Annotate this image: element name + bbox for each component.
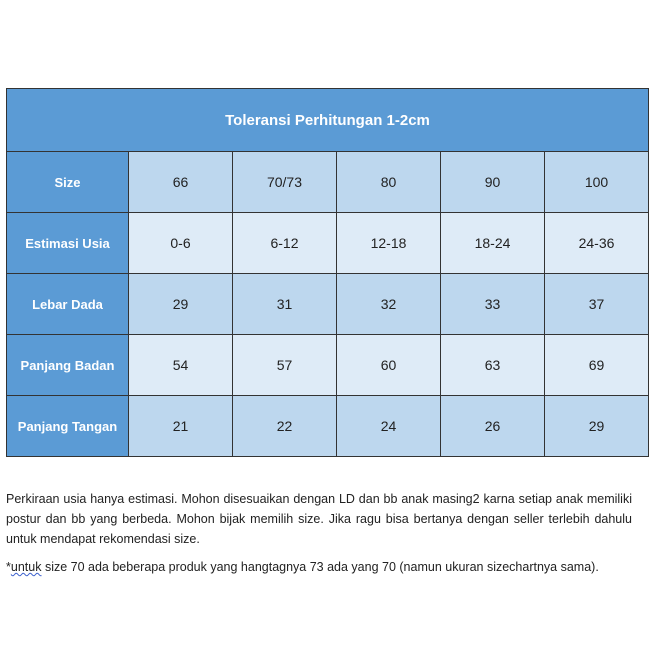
note-asterisk: * <box>6 560 11 574</box>
size-chart-table <box>6 88 649 457</box>
row-label-estimasi-usia: Estimasi Usia <box>7 213 129 274</box>
chest-width-cell: 32 <box>337 274 441 335</box>
spellcheck-marked-word: untuk <box>10 560 42 574</box>
body-length-cell: 63 <box>441 335 545 396</box>
age-cell: 12-18 <box>337 213 441 274</box>
chest-width-cell: 31 <box>233 274 337 335</box>
chest-width-cell: 33 <box>441 274 545 335</box>
table-row-lebar-dada <box>7 274 649 335</box>
table-row-estimasi-usia <box>7 213 649 274</box>
age-cell: 18-24 <box>441 213 545 274</box>
note-text: size 70 ada beberapa produk yang hangtagnya 73 ada yang 70 (namun ukuran sizechartnya sama). <box>41 560 599 574</box>
row-label-panjang-tangan: Panjang Tangan <box>7 396 129 457</box>
body-length-cell: 57 <box>233 335 337 396</box>
age-cell: 24-36 <box>545 213 649 274</box>
age-cell: 0-6 <box>129 213 233 274</box>
notes-section <box>6 489 632 585</box>
sleeve-length-cell: 26 <box>441 396 545 457</box>
table-title: Toleransi Perhitungan 1-2cm <box>7 89 649 152</box>
table-row-panjang-tangan <box>7 396 649 457</box>
size-cell: 90 <box>441 152 545 213</box>
chest-width-cell: 29 <box>129 274 233 335</box>
sleeve-length-cell: 21 <box>129 396 233 457</box>
size-cell: 100 <box>545 152 649 213</box>
size-cell: 70/73 <box>233 152 337 213</box>
body-length-cell: 69 <box>545 335 649 396</box>
age-cell: 6-12 <box>233 213 337 274</box>
table-row-panjang-badan <box>7 335 649 396</box>
size-cell: 66 <box>129 152 233 213</box>
chest-width-cell: 37 <box>545 274 649 335</box>
body-length-cell: 54 <box>129 335 233 396</box>
size-cell: 80 <box>337 152 441 213</box>
size-70-note <box>6 557 632 577</box>
sleeve-length-cell: 24 <box>337 396 441 457</box>
estimation-note: Perkiraan usia hanya estimasi. Mohon disesuaikan dengan LD dan bb anak masing2 karna setiap anak memiliki postur dan bb yang berbeda. Mohon bijak memilih size. Jika ragu bisa bertanya dengan seller terlebih dahulu untuk mendapat rekomendasi size. <box>6 492 632 546</box>
row-label-lebar-dada: Lebar Dada <box>7 274 129 335</box>
sleeve-length-cell: 29 <box>545 396 649 457</box>
table-row-size <box>7 152 649 213</box>
row-label-size: Size <box>7 152 129 213</box>
body-length-cell: 60 <box>337 335 441 396</box>
sleeve-length-cell: 22 <box>233 396 337 457</box>
row-label-panjang-badan: Panjang Badan <box>7 335 129 396</box>
